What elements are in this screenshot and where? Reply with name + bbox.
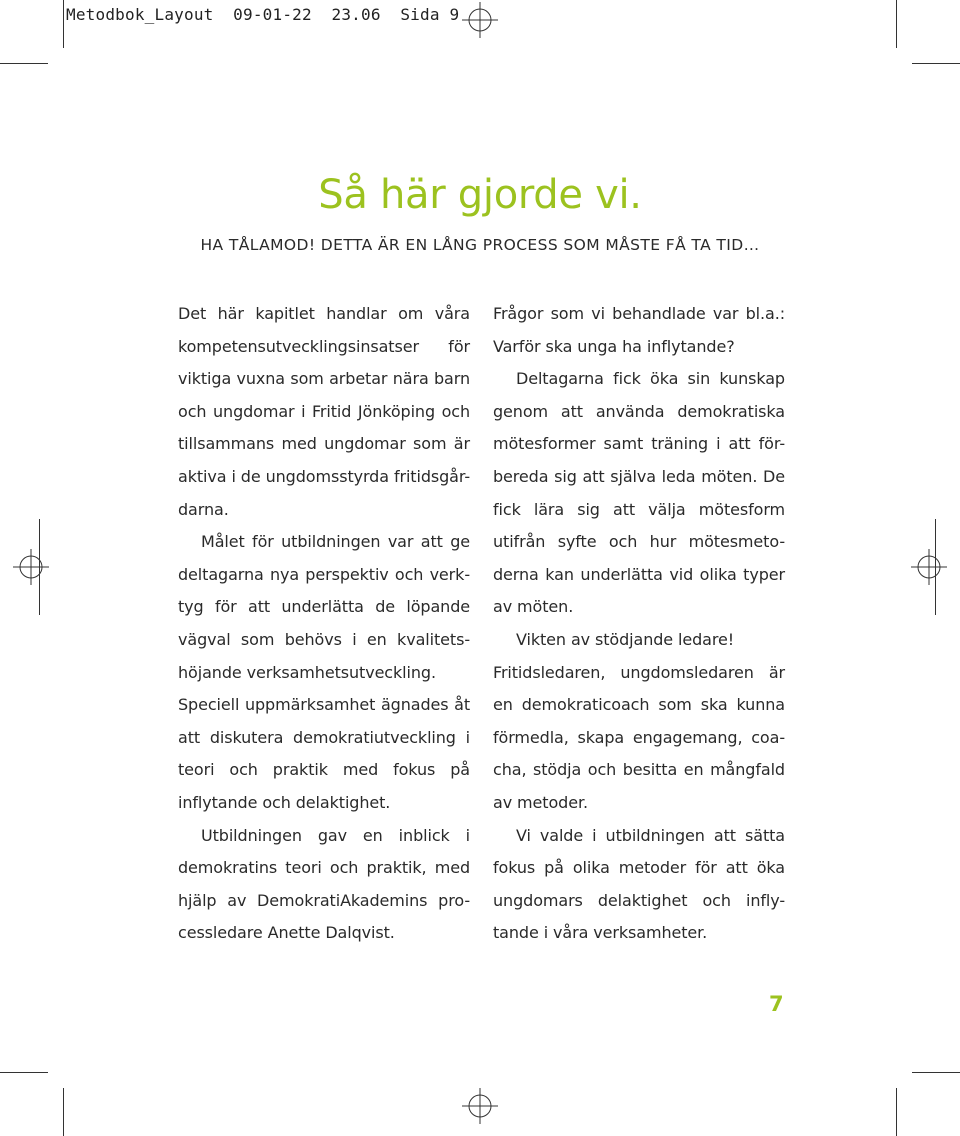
registration-mark-left-icon xyxy=(13,549,49,585)
registration-line-right xyxy=(935,519,936,615)
text-line: av möten. xyxy=(493,597,574,617)
right-column xyxy=(493,298,785,950)
left-column xyxy=(178,298,470,950)
text-line: ungdomars delaktighet och infly- xyxy=(493,890,785,910)
page-subtitle: HA TÅLAMOD! DETTA ÄR EN LÅNG PROCESS SOM MÅSTE FÅ TA TID… xyxy=(200,236,760,254)
text-line: vägval som behövs i en kvalitets- xyxy=(178,629,470,649)
text-line: mötesformer samt träning i att för- xyxy=(493,434,785,454)
text-line: Speciell uppmärksamhet ägnades åt xyxy=(178,695,470,715)
text-line: Deltagarna fick öka sin kunskap xyxy=(516,369,785,389)
text-line: Vikten av stödjande ledare! xyxy=(516,629,735,649)
text-line: darna. xyxy=(178,499,229,519)
text-line: fick lära sig att välja mötesform xyxy=(493,499,785,519)
text-line: demokratins teori och praktik, med xyxy=(178,858,470,878)
text-line: höjande verksamhetsutveckling. xyxy=(178,662,436,682)
text-line: Vi valde i utbildningen att sätta xyxy=(516,825,785,845)
text-line: tyg för att underlätta de löpande xyxy=(178,597,470,617)
text-line: inflytande och delaktighet. xyxy=(178,792,391,812)
registration-line-left xyxy=(39,519,40,615)
text-line: och ungdomar i Fritid Jönköping och xyxy=(178,401,470,421)
text-line: Varför ska unga ha inflytande? xyxy=(493,336,735,356)
text-line: av metoder. xyxy=(493,792,588,812)
text-line: tande i våra verksamheter. xyxy=(493,923,708,943)
crop-mark-top-left-vertical xyxy=(63,0,64,48)
text-line: derna kan underlätta vid olika typer xyxy=(493,564,785,584)
crop-mark-top-right-vertical xyxy=(896,0,897,48)
text-line: förmedla, skapa engagemang, coa- xyxy=(493,727,785,747)
page-title: Så här gjorde vi. xyxy=(318,172,642,218)
text-line: Frågor som vi behandlade var bl.a.: xyxy=(493,304,785,323)
text-line: Fritidsledaren, ungdomsledaren är xyxy=(493,662,785,682)
text-line: aktiva i de ungdomsstyrda fritidsgår- xyxy=(178,466,470,486)
crop-mark-bottom-right-vertical xyxy=(896,1088,897,1136)
text-line: Det här kapitlet handlar om våra xyxy=(178,304,470,323)
registration-mark-bottom-icon xyxy=(462,1088,498,1124)
crop-mark-bottom-left-vertical xyxy=(63,1088,64,1136)
text-line: genom att använda demokratiska xyxy=(493,401,785,421)
crop-mark-top-left-horizontal xyxy=(0,63,48,64)
text-line: kompetensutvecklingsinsatser för xyxy=(178,336,470,356)
registration-mark-top-icon xyxy=(462,2,498,38)
crop-mark-top-right-horizontal xyxy=(912,63,960,64)
text-line: cha, stödja och besitta en mångfald xyxy=(493,760,785,780)
printer-slug: Metodbok_Layout 09-01-22 23.06 Sida 9 xyxy=(66,5,460,24)
crop-mark-bottom-right-horizontal xyxy=(912,1072,960,1073)
text-line: att diskutera demokratiutveckling i xyxy=(178,727,470,747)
text-line: viktiga vuxna som arbetar nära barn xyxy=(178,369,470,389)
text-line: deltagarna nya perspektiv och verk- xyxy=(178,564,470,584)
crop-mark-bottom-left-horizontal xyxy=(0,1072,48,1073)
text-line: Utbildningen gav en inblick i xyxy=(201,825,470,845)
text-line: utifrån syfte och hur mötesmeto- xyxy=(493,532,785,552)
text-line: fokus på olika metoder för att öka xyxy=(493,858,785,878)
text-line: hjälp av DemokratiAkademins pro- xyxy=(178,890,470,910)
page-number: 7 xyxy=(769,992,784,1016)
text-line: Målet för utbildningen var att ge xyxy=(201,532,470,552)
text-line: teori och praktik med fokus på xyxy=(178,760,470,780)
text-line: cessledare Anette Dalqvist. xyxy=(178,923,395,943)
text-line: bereda sig att själva leda möten. De xyxy=(493,466,785,486)
registration-mark-right-icon xyxy=(911,549,947,585)
text-line: tillsammans med ungdomar som är xyxy=(178,434,470,454)
text-line: en demokraticoach som ska kunna xyxy=(493,695,785,715)
